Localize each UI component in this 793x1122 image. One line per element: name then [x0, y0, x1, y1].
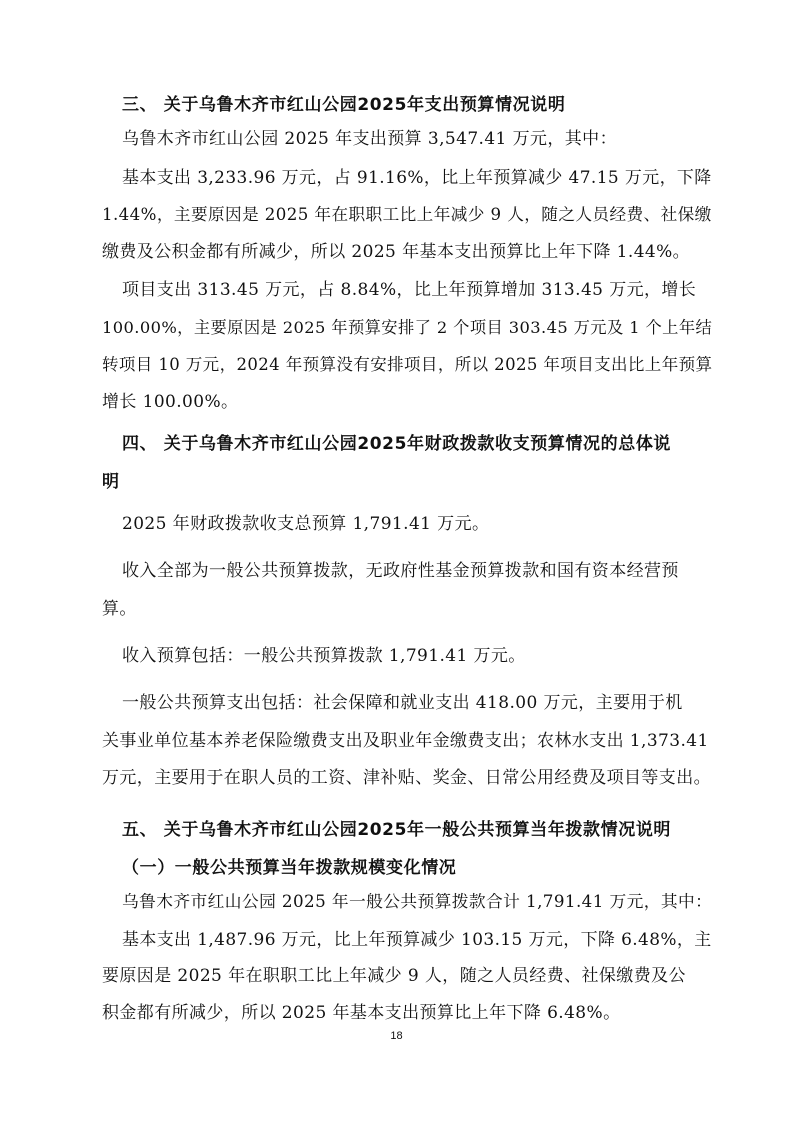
- paragraph-line: 基本支出 3,233.96 万元，占 91.16%，比上年预算减少 47.15 万元，下降: [122, 167, 712, 187]
- paragraph-line: 收入全部为一般公共预算拨款，无政府性基金预算拨款和国有资本经营预: [122, 561, 679, 581]
- paragraph-line: 算。: [102, 599, 137, 619]
- paragraph-line: 项目支出 313.45 万元，占 8.84%，比上年预算增加 313.45 万元，增长: [122, 280, 697, 300]
- section-heading-4: 四、 关于乌鲁木齐市红山公园2025年财政拨款收支预算情况的总体说: [122, 434, 672, 454]
- paragraph-line: 增长 100.00%。: [102, 392, 239, 412]
- paragraph-line: 100.00%，主要原因是 2025 年预算安排了 2 个项目 303.45 万元及 1 个上年结: [102, 318, 713, 337]
- paragraph-line: 收入预算包括：一般公共预算拨款 1,791.41 万元。: [122, 646, 526, 666]
- paragraph-line: 转项目 10 万元，2024 年预算没有安排项目，所以 2025 年项目支出比上年预算: [102, 355, 713, 374]
- section-heading-4-cont: 明: [102, 472, 120, 492]
- paragraph-line: 关事业单位基本养老保险缴费支出及职业年金缴费支出；农林水支出 1,373.41: [102, 731, 709, 751]
- paragraph-line: 一般公共预算支出包括：社会保障和就业支出 418.00 万元，主要用于机: [122, 693, 683, 713]
- paragraph-line: 要原因是 2025 年在职职工比上年减少 9 人，随之人员经费、社保缴费及公: [102, 966, 686, 986]
- section-heading-5: 五、 关于乌鲁木齐市红山公园2025年一般公共预算当年拨款情况说明: [122, 820, 672, 840]
- paragraph-line: 缴费及公积金都有所减少，所以 2025 年基本支出预算比上年下降 1.44%。: [102, 242, 691, 262]
- subsection-heading: （一）一般公共预算当年拨款规模变化情况: [122, 858, 457, 878]
- paragraph-line: 乌鲁木齐市红山公园 2025 年一般公共预算拨款合计 1,791.41 万元，其中：: [122, 891, 713, 911]
- paragraph-line: 乌鲁木齐市红山公园 2025 年支出预算 3,547.41 万元，其中：: [122, 129, 617, 149]
- page-number: 18: [390, 1030, 403, 1042]
- paragraph-line: 基本支出 1,487.96 万元，比上年预算减少 103.15 万元，下降 6.48%，主: [122, 929, 712, 949]
- paragraph-line: 积金都有所减少，所以 2025 年基本支出预算比上年下降 6.48%。: [102, 1003, 621, 1023]
- paragraph-line: 万元，主要用于在职人员的工资、津补贴、奖金、日常公用经费及项目等支出。: [102, 768, 711, 788]
- section-heading-3: 三、 关于乌鲁木齐市红山公园2025年支出预算情况说明: [122, 95, 566, 115]
- paragraph-line: 2025 年财政拨款收支总预算 1,791.41 万元。: [122, 514, 490, 534]
- paragraph-line: 1.44%，主要原因是 2025 年在职职工比上年减少 9 人，随之人员经费、社保缴: [102, 205, 712, 224]
